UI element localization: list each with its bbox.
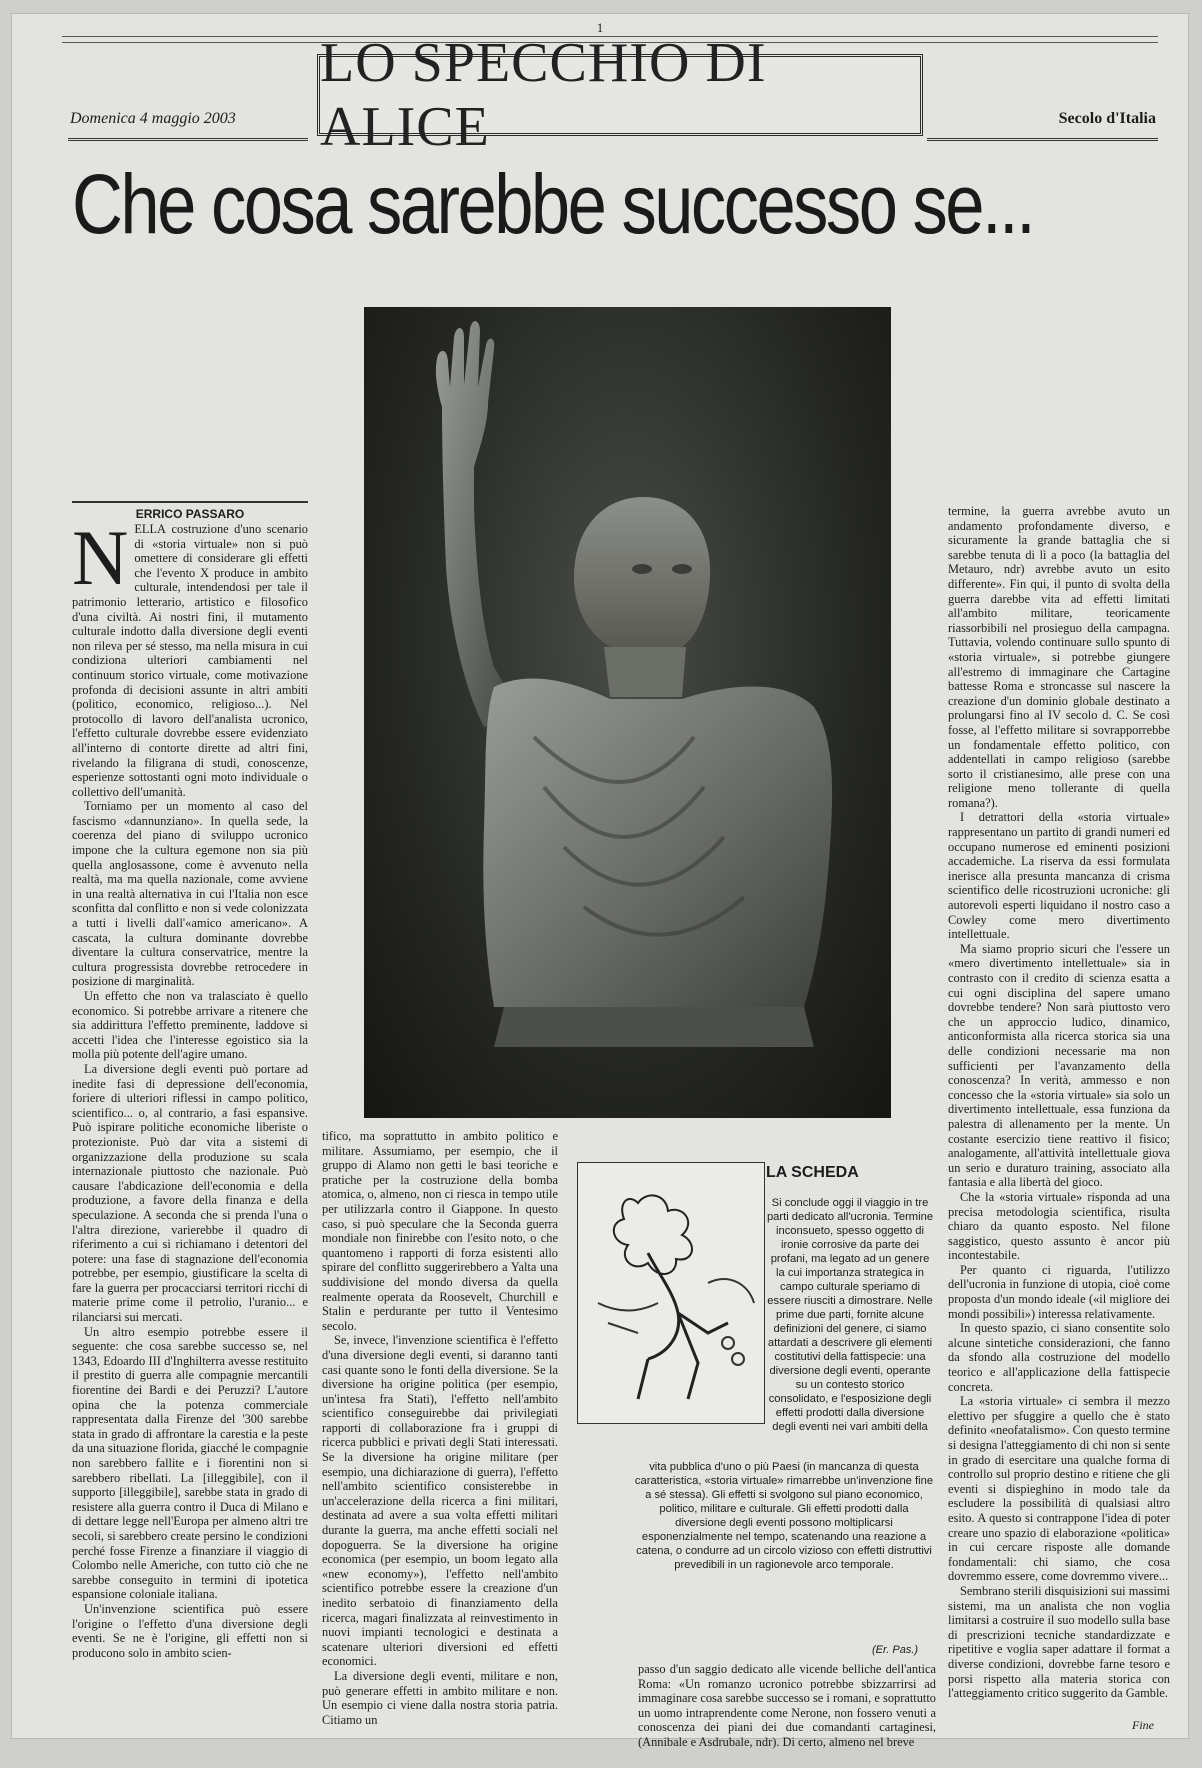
paragraph: In questo spazio, ci siano consentite solo alcune sintetiche considerazioni, che fanno da sfondo alla costruzione del modello teorico e all'applicazione della fattispecie concreta. (948, 1321, 1170, 1394)
article-column-3 (638, 1662, 936, 1749)
paragraph: Un'invenzione scientifica può essere l'origine o l'effetto d'una diversione degli eventi. Se ne è l'origine, gli effetti non si producono solo in ambito scien- (72, 1601, 308, 1660)
paragraph: Un altro esempio potrebbe essere il seguente: che cosa sarebbe successo se, nel 1343, Edoardo III d'Inghilterra avesse restituito il prestito di guerra alle compagnie mercantili fiorentine dei Bardi e dei Peruzzi? L'autore opina che la potenza commerciale rappresentata dalla Firenze del '300 sarebbe stata in grado di affrontare la carestia e la peste da una situazione florida, giacché le compagnie non sarebbero fallite e i fiorentini non si sarebbero ribellati. La [illeggibile], con il supporto [illeggibile], sarebbe stata in grado di resistere alla guerra contro il Duca di Milano e di dettare legge nell'Europa per almeno altri tre secoli, si sarebbero create persino le condizioni perché fosse Firenze a finanziare il viaggio di Colombo nelle Americhe, con tutto ciò che ne sarebbe conseguito in termini di ipotetica espansione coloniale italiana. (72, 1324, 308, 1602)
lead-small-caps: ELLA (134, 522, 166, 536)
paragraph: Che la «storia virtuale» risponda ad una precisa metodologia scientifica, risulta chiaro da quanto esposto. Nel filone saggistico, questo assunto è ancor più incontestabile. (948, 1189, 1170, 1263)
paragraph: Se, invece, l'invenzione scientifica è l'effetto d'una diversione degli eventi, si daranno tanti casi quante sono le fonti della diversione. Se la diversione ha origine politica (per esempio, un'intesa fra Stati), l'effetto nell'ambito scientifico conseguirebbe dai privilegiati rapporti di collaborazione fra i gruppi di ricerca pubblici e privati degli Stati interessati. Se la diversione ha origine militare (per esempio, una dichiarazione di guerra), l'effetto nell'ambito scientifico consisterebbe in un'accelerazione della ricerca a fini militari, destinata ad avere a sua volta effetti militari durante la guerra, ma anche effetti sociali nel dopoguerra. Se la diversione ha origine economica (per esempio, un boom legato alla «new economy»), l'effetto nell'ambito scientifico potrebbe essere la creazione d'un inedito serbatoio di finanziamento della ricerca, magari finalizzata al reinvestimento in nuovi impianti tecnologici e destinata a scatenare ulteriori diversioni ed effetti economici. (322, 1333, 558, 1669)
newspaper-page (12, 14, 1188, 1749)
paragraph: La diversione degli eventi può portare ad inedite fasi di depressione dell'economia, foriere di ulteriori riflessi in campo politico, scientifico... o, al contrario, a fasi espansive. Può ispirare politiche economiche liberiste o protezioniste. Può dar vita a sistemi di organizzazione della produzione su scala internazionale piuttosto che nazionale. Può causare l'abdicazione dell'economia e della produzione, a favore della finanza e della speculazione. A seconda che si prenda l'una o l'altra direzione, varierebbe il quadro di riferimento a cui si richiamano i detentori del potere: una fase di stagnazione dell'economia potrebbe, per esempio, giustificare la scelta di fare la guerra per procacciarsi territori ricchi di materie prime come il petrolio, l'uranio... e rilanciarsi sui mercati. (72, 1061, 308, 1325)
paragraph: La diversione degli eventi, militare e non, può generare effetti in ambito militare e non. Un esempio ci viene dalla nostra storia patria. Citiamo un (322, 1668, 558, 1727)
paragraph: Per quanto ci riguarda, l'utilizzo dell'ucronia in funzione di utopia, cioè come proposta d'un mondo ideale («il migliore dei mondi possibili») interessa relativamente. (948, 1262, 1170, 1321)
paragraph: Ma siamo proprio sicuri che l'essere un «mero divertimento intellettuale» sia in contrasto con il credito di scienza esatta a cui ogni disciplina del sapere umano dovrebbe tendere? Non sarà piuttosto vero che un approccio ludico, dinamico, anticonformista alla ricerca storica sia una delle condizioni necessarie ma non sufficienti per l'avanzamento della conoscenza? In verità, ammesso e non concesso che la «storia virtuale» sia solo un divertimento intellettuale, essa funziona da palestra di allenamento per la mente. Un costante esercizio tiene reattivo il fisico; analogamente, all'attività intellettuale giova un serio e duraturo training, associato alla fantasia e alla libertà del gioco. (948, 941, 1170, 1190)
paragraph: I detrattori della «storia virtuale» rappresentano un partito di grandi numeri ed occupano numerose ed eminenti posizioni accademiche. La riserva da essi formulata inerisce alla presunta mancanza di crisma scientifico delle ricostruzioni ucroniche: gli autorevoli esperti liquidano il nostro caso a Cowley come mero divertimento intellettuale. (948, 810, 1170, 942)
page-folio: 1 (596, 20, 604, 35)
paragraph: La «storia virtuale» ci sembra il mezzo elettivo per sfuggire a quello che è stato definito «neofatalismo». Con questo termine si designa l'atteggiamento di chi non si sente in grado di esercitare una qualche forma di controllo sul proprio destino e ritiene che gli eventi si dispieghino in modo tale da escludere la possibilità di qualsiasi altro esito. A questo si contrappone l'idea di poter creare uno spazio di elaborazione «politica» in cui cercare risposte alle domande fondamentali: chi siamo, che cosa dovremmo essere, come dovremmo vivere... (948, 1394, 1170, 1584)
paragraph: termine, la guerra avrebbe avuto un andamento profondamente diverso, e sicuramente la grande battaglia che si sarebbe tenuta di lì a poco (la battaglia del Metauro, ndr) avrebbe avuto un esito differente». Fin qui, il punto di svolta della guerra darebbe vita ad effetti limitati all'ambito militare, teoricamente riassorbibili nel prosieguo della campagna. Tuttavia, volendo continuare sullo spunto di «storia virtuale», si potrebbe giungere all'estremo di immaginare che Cartagine battesse Roma e stroncasse sul nascere la creazione d'un dominio globale destinato a prolungarsi fino al IV secolo d. C. Se così fosse, al l'effetto militare si sovrapporrebbe un fondamentale effetto politico, con addentellati in campo religioso (sarebbe sorto il cristianesimo, alle prese con una religione meno tollerante di quella romana?). (948, 504, 1170, 810)
article-column-2 (322, 1129, 558, 1727)
bronze-statue-image (364, 307, 891, 1118)
scheda-illustration (577, 1162, 765, 1424)
article-column-4 (948, 504, 1170, 1714)
paragraph: Sembrano sterili disquisizioni sui massimi sistemi, ma un analista che non voglia limitarsi a costruire il suo modello sulla base di prescrizioni tecniche standardizzate e ripetitive e voglia saper adattare il format a diverse condizioni, dovrebbe farne tesoro e porsi rispetto alla materia storica con l'atteggiamento critico suggerito da Gamble. (948, 1583, 1170, 1701)
engraving-figure-image (578, 1163, 764, 1423)
header-rule-right (927, 138, 1158, 141)
paragraph: tifico, ma soprattutto in ambito politico e militare. Assumiamo, per esempio, che il gruppo di Alamo non getti le basi teoriche e pratiche per la costruzione della bomba atomica, o, almeno, non ci riesca in tempo utile per utilizzarla contro il Giappone. In questo caso, si può speculare che la Seconda guerra mondiale non finirebbe con l'esito noto, o che quantomeno i rapporti di forza esistenti allo spirare del conflitto suggerirebbero a Yalta una suddivisione del mondo diversa da quella realmente operata da Roosevelt, Churchill e Stalin e perdurante per tutto il Ventesimo secolo. (322, 1129, 558, 1333)
scheda-text-narrow: Si conclude oggi il viaggio in tre parti dedicato all'ucronia. Termine inconsueto, spesso oggetto di ironie corrosive da parte dei profani, ma legato ad un genere la cui importanza strategica in campo culturale speriamo di essere riusciti a dimostrare. Nelle prime due parti, fornite alcune definizioni del genere, ci siamo attardati a descrivere gli elementi costitutivi della fattispecie: una diversione degli eventi, operante su un contesto storico consolidato, e l'esposizione degli effetti prodotti dalla diversione degli eventi nei vari ambiti della (766, 1197, 934, 1433)
issue-date: Domenica 4 maggio 2003 (70, 110, 236, 127)
headline: Che cosa sarebbe successo se... (72, 157, 1034, 251)
scheda-text-wide: vita pubblica d'uno o più Paesi (in mancanza di questa caratteristica, «storia virtuale» rimarrebbe un'invenzione fine a sé stessa). Gli effetti si svolgono sul piano economico, politico, militare e culturale. Gli effetti prodotti dalla diversione degli eventi possono moltiplicarsi esponenzialmente nel tempo, scatenando una reazione a catena, o condurre ad un circolo vizioso con effetti distruttivi prevedibili in un ragionevole arco temporale. (634, 1461, 934, 1571)
drop-cap: N (72, 514, 129, 601)
paragraph: passo d'un saggio dedicato alle vicende belliche dell'antica Roma: «Un romanzo ucronico potrebbe sbizzarrirsi ad immaginare cosa sarebbe successo se i romani, e soprattutto un uomo intraprendente come Nerone, non fossero venuti a conoscenza dei piani dei due comandanti cartaginesi, (Annibale e Asdrubale, ndr). Di certo, almeno nel breve (638, 1662, 936, 1749)
paragraph: costruzione d'uno scenario di «storia virtuale» non si può omettere di considerare gli effetti che l'evento X produce in ambito culturale, intendendosi per tale il patrimonio letterario, artistico e filosofico d'una civiltà. Ai nostri fini, il mutamento culturale indotto dalla diversione degli eventi non rileva per sé stesso, ma nella misura in cui condiziona ulteriori cambiamenti nel continuum storico virtuale, come motivazione profonda di decisioni assunte in altri ambiti (politico, economico, religioso...). Nel protocollo di lavoro dell'analista ucronico, l'effetto culturale dovrebbe essere evidenziato all'interno di contorte dirette ad altri fini, rivelando la filigrana di studi, conoscenze, esperienze sottostanti ogni moto individuale o collettivo dell'umanità. (72, 522, 308, 799)
scheda-signature: (Er. Pas.) (872, 1644, 919, 1656)
newspaper-name: Secolo d'Italia (1058, 110, 1156, 127)
header-rule-left (68, 138, 308, 141)
byline: ERRICO PASSARO (72, 501, 308, 521)
scheda-title: LA SCHEDA (766, 1164, 859, 1181)
paragraph: Un effetto che non va tralasciato è quello economico. Si potrebbe arrivare a ritenere che sia addirittura l'effetto preminente, laddove si accetti l'idea che l'interesse egoistico sia la molla più potente dell'agire umano. (72, 989, 308, 1062)
end-mark: Fine (1132, 1718, 1154, 1732)
statue-photo (364, 307, 891, 1118)
masthead: LO SPECCHIO DI ALICE (317, 54, 923, 136)
paragraph: Torniamo per un momento al caso del fascismo «dannunziano». In quella sede, la coerenza del piano di sviluppo ucronico impone che la cultura egemone non sia più quella anglosassone, come è avvenuto nella realtà, ma ma quella nazionale, come avviene in una realtà alternativa in cui l'Italia non esce sconfitta dal conflitto e non si vede colonizzata a tutti i livelli dall'«amico americano». A cascata, la cultura dominante dovrebbe diventare la cultura conservatrice, mentre la cultura progressista dovrebbe retrocedere in posizione di marginalità. (72, 799, 308, 989)
